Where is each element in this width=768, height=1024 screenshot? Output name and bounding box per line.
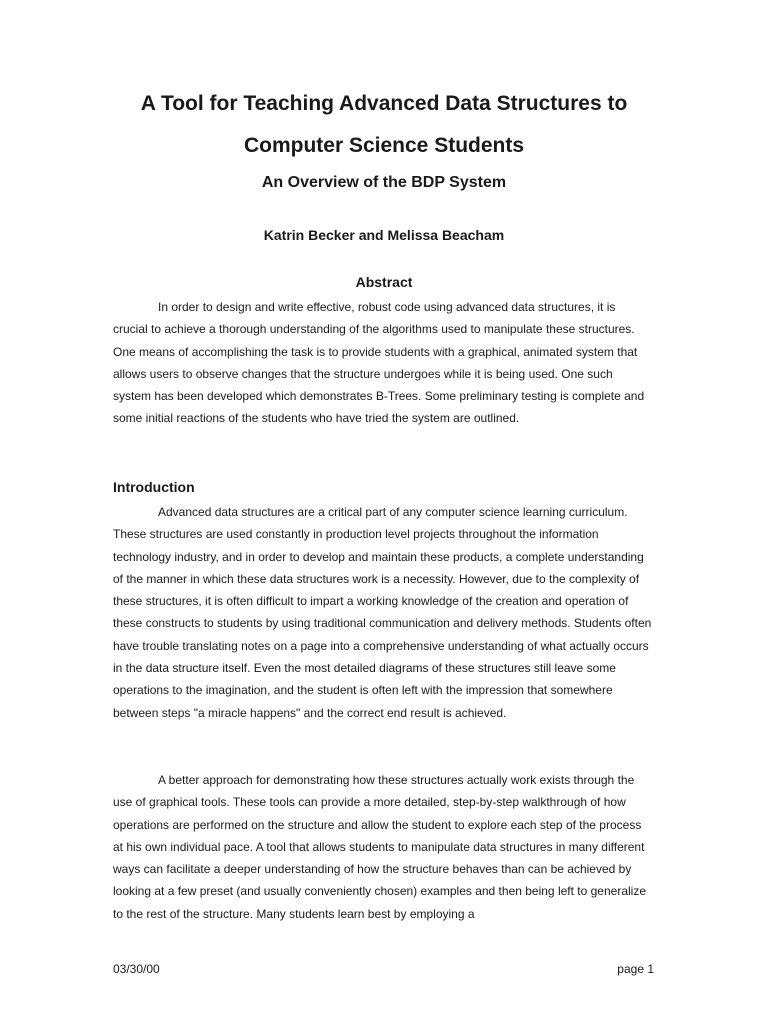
- introduction-heading: Introduction: [113, 479, 195, 495]
- paper-subtitle: An Overview of the BDP System: [261, 174, 507, 191]
- footer-date: 03/30/00: [113, 962, 160, 976]
- abstract-heading: Abstract: [355, 274, 413, 290]
- footer-page-number: page 1: [617, 962, 654, 976]
- abstract-body: In order to design and write effective, robust code using advanced data structures, it is crucial to achieve a thorough understanding of the algorithms used to manipulate these structures. One means of accomplishing the task is to provide students with a graphical, animated system that allows users to observe changes that the structure undergoes while it is being used. One such system has been developed which demonstrates B-Trees. Some preliminary testing is complete and some initial reactions of the students who have tried the system are outlined.: [113, 300, 645, 426]
- paper-title-line-2: Computer Science Students: [243, 134, 525, 157]
- paper-title-line-1: A Tool for Teaching Advanced Data Structures to: [140, 92, 628, 115]
- paper-authors: Katrin Becker and Melissa Beacham: [263, 227, 505, 243]
- introduction-paragraph-2: A better approach for demonstrating how these structures actually work exists through the use of graphical tools. These tools can provide a more detailed, step-by-step walkthrough of how operations are performed on the structure and allow the student to explore each step of the process at his own individual pace. A tool that allows students to manipulate data structures in many different ways can facilitate a deeper understanding of how the structure behaves than can be achieved by looking at a few preset (and usually conveniently chosen) examples and then being left to generalize to the rest of the structure. Many students learn best by employing a: [113, 773, 646, 921]
- introduction-paragraph-1: Advanced data structures are a critical part of any computer science learning curriculum. These structures are used constantly in production level projects throughout the information technology industry, and in order to develop and maintain these products, a complete understanding of the manner in which these data structures work is a necessity. However, due to the complexity of these structures, it is often difficult to impart a working knowledge of the creation and operation of these constructs to students by using traditional communication and delivery methods. Students often have trouble translating notes on a page into a comprehensive understanding of what actually occurs in the data structure itself. Even the most detailed diagrams of these structures still leave some operations to the imagination, and the student is often left with the impression that somewhere between steps "a miracle happens" and the correct end result is achieved.: [113, 505, 652, 720]
